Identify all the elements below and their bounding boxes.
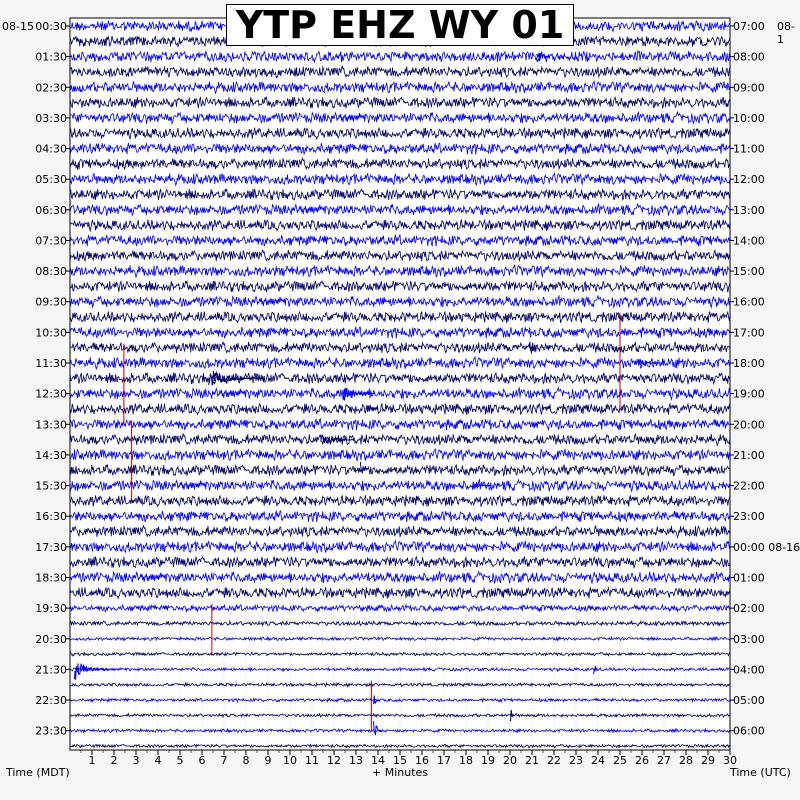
- right-hour-label: 00:00 08-16: [733, 540, 800, 554]
- minute-tick-label: 20: [503, 754, 517, 767]
- left-hour-label: 00:30: [35, 20, 67, 33]
- left-hour-label: 20:30: [35, 632, 67, 646]
- minute-tick-label: 5: [176, 754, 184, 767]
- left-hour-label: 07:30: [35, 234, 67, 248]
- right-hour-label: 20:00: [733, 418, 765, 432]
- left-hour-label: 17:30: [35, 540, 67, 554]
- right-hour-label: 06:00: [733, 724, 765, 738]
- right-hour-label: 17:00: [733, 326, 765, 340]
- right-hour-label: 13:00: [733, 203, 765, 217]
- right-hour-label: 21:00: [733, 448, 765, 462]
- left-hour-label: 23:30: [35, 724, 67, 738]
- minute-tick-label: 26: [635, 754, 649, 767]
- left-hour-label: 22:30: [35, 694, 67, 708]
- left-hour-label: 16:30: [35, 510, 67, 524]
- minute-tick-label: 6: [198, 754, 206, 767]
- minute-tick-label: 11: [305, 754, 319, 767]
- minute-tick-label: 18: [459, 754, 473, 767]
- minute-tick-label: 24: [591, 754, 605, 767]
- minute-tick-label: 28: [679, 754, 693, 767]
- minute-tick-label: 16: [415, 754, 429, 767]
- minute-tick-label: 21: [525, 754, 539, 767]
- minute-tick-label: 4: [154, 754, 162, 767]
- right-hour-label: 23:00: [733, 510, 765, 524]
- left-hour-label: 10:30: [35, 326, 67, 340]
- minute-tick-label: 3: [132, 754, 140, 767]
- left-hour-label: 01:30: [35, 50, 67, 64]
- minute-tick-label: 19: [481, 754, 495, 767]
- left-hour-label: 05:30: [35, 173, 67, 187]
- right-hour-label: 11:00: [733, 142, 765, 156]
- right-hour-label: 16:00: [733, 295, 765, 309]
- right-hour-label: 04:00: [733, 663, 765, 677]
- minute-tick-label: 25: [613, 754, 627, 767]
- start-date-right: 08-1: [777, 20, 795, 46]
- minute-tick-label: 23: [569, 754, 583, 767]
- right-hour-label: 07:00: [733, 20, 765, 33]
- x-axis-title: + Minutes: [372, 766, 429, 779]
- right-hour-label: 02:00: [733, 602, 765, 616]
- right-hour-label: 01:00: [733, 571, 765, 585]
- minute-tick-label: 8: [242, 754, 250, 767]
- right-hour-label: 15:00: [733, 265, 765, 279]
- left-hour-label: 18:30: [35, 571, 67, 585]
- left-axis-title: Time (MDT): [6, 766, 70, 779]
- right-hour-label: 22:00: [733, 479, 765, 493]
- minute-tick-label: 29: [701, 754, 715, 767]
- minute-tick-label: 27: [657, 754, 671, 767]
- left-hour-label: 04:30: [35, 142, 67, 156]
- minute-tick-label: 10: [283, 754, 297, 767]
- left-hour-label: 08:30: [35, 265, 67, 279]
- minute-tick-label: 2: [110, 754, 118, 767]
- left-hour-label: 14:30: [35, 448, 67, 462]
- left-hour-label: 11:30: [35, 357, 67, 371]
- right-hour-label: 18:00: [733, 357, 765, 371]
- left-hour-label: 19:30: [35, 602, 67, 616]
- left-hour-label: 06:30: [35, 203, 67, 217]
- left-hour-label: 13:30: [35, 418, 67, 432]
- left-hour-label: 03:30: [35, 111, 67, 125]
- right-hour-label: 03:00: [733, 632, 765, 646]
- left-hour-label: 09:30: [35, 295, 67, 309]
- minute-tick-label: 15: [393, 754, 407, 767]
- minute-tick-label: 13: [349, 754, 363, 767]
- minute-tick-label: 30: [723, 754, 737, 767]
- minute-tick-label: 14: [371, 754, 385, 767]
- right-hour-label: 09:00: [733, 81, 765, 95]
- minute-tick-label: 9: [264, 754, 272, 767]
- right-hour-label: 10:00: [733, 111, 765, 125]
- right-axis-title: Time (UTC): [730, 766, 791, 779]
- right-hour-label: 19:00: [733, 387, 765, 401]
- minute-tick-label: 12: [327, 754, 341, 767]
- minute-tick-label: 22: [547, 754, 561, 767]
- minute-tick-label: 17: [437, 754, 451, 767]
- right-hour-label: 14:00: [733, 234, 765, 248]
- minute-tick-label: 7: [220, 754, 228, 767]
- left-hour-label: 21:30: [35, 663, 67, 677]
- right-hour-label: 05:00: [733, 694, 765, 708]
- start-date-left: 08-15: [2, 20, 34, 33]
- minute-tick-label: 1: [88, 754, 96, 767]
- left-hour-label: 12:30: [35, 387, 67, 401]
- left-hour-label: 02:30: [35, 81, 67, 95]
- right-hour-label: 12:00: [733, 173, 765, 187]
- left-hour-label: 15:30: [35, 479, 67, 493]
- chart-title: YTP EHZ WY 01: [226, 4, 574, 46]
- right-hour-label: 08:00: [733, 50, 765, 64]
